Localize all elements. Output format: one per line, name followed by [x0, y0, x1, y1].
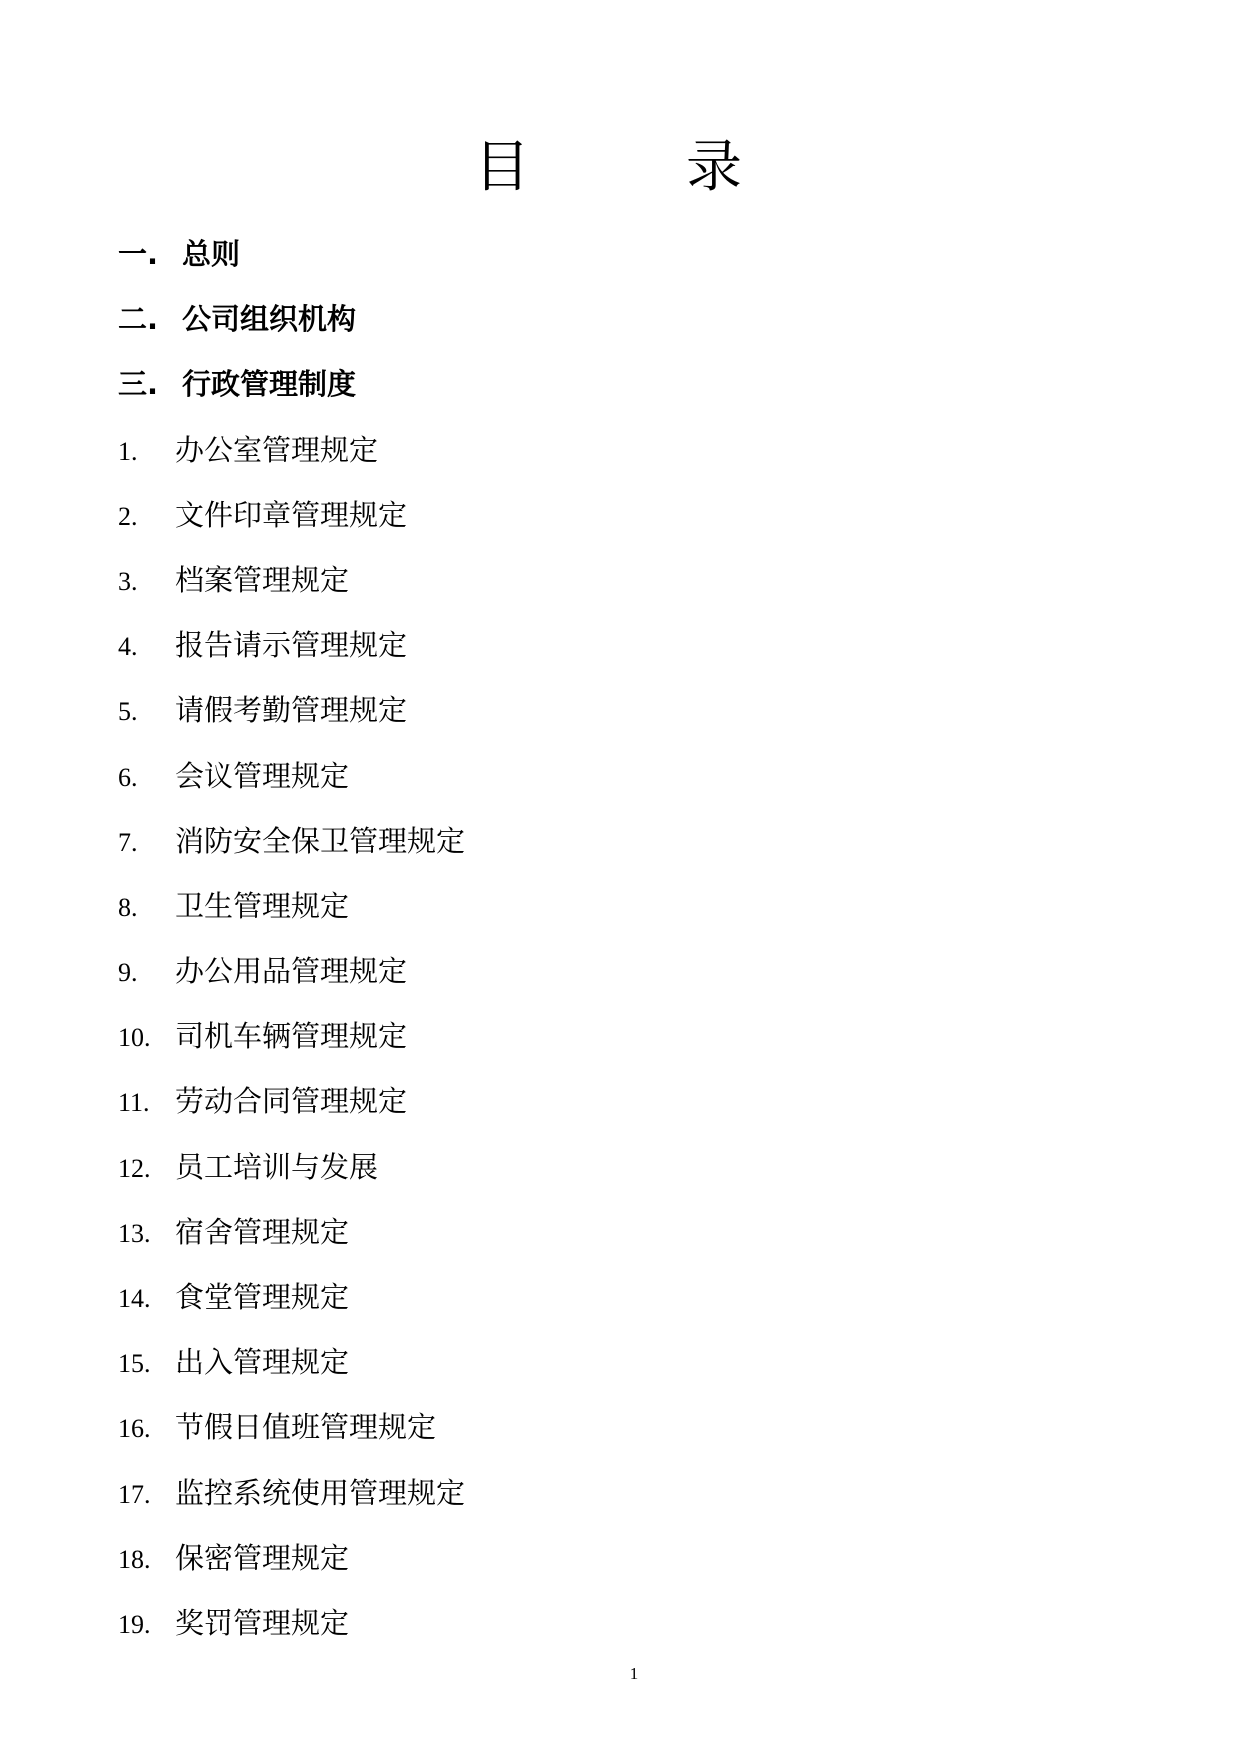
- toc-item-label: 办公用品管理规定: [175, 954, 408, 989]
- toc-item: [118, 939, 1118, 1004]
- toc-item-number: 6.: [118, 762, 138, 792]
- toc-item-label: 请假考勤管理规定: [175, 693, 408, 728]
- toc-item-label: 劳动合同管理规定: [175, 1084, 408, 1119]
- title-char-2: 录: [686, 135, 742, 200]
- toc-item-label: 奖罚管理规定: [175, 1605, 350, 1640]
- toc-item-number: 10.: [118, 1023, 151, 1053]
- toc-item: [118, 1265, 1118, 1330]
- toc-item: [118, 1461, 1118, 1526]
- page-title: [0, 128, 1241, 208]
- toc-item-label: 司机车辆管理规定: [175, 1019, 408, 1054]
- toc-section: [118, 222, 1118, 287]
- toc-item-label: 保密管理规定: [175, 1540, 350, 1575]
- toc-item-label: 节假日值班管理规定: [175, 1410, 437, 1445]
- toc-item-number: 19.: [118, 1609, 151, 1639]
- toc-item-label: 员工培训与发展: [175, 1149, 379, 1184]
- toc-item-number: 1.: [118, 436, 138, 466]
- toc-item: [118, 874, 1118, 939]
- title-char-1: 目: [474, 135, 530, 200]
- toc-item: [118, 1395, 1118, 1460]
- toc-item-label: 档案管理规定: [175, 562, 350, 597]
- toc-item-label: 卫生管理规定: [175, 888, 350, 923]
- toc-section-label: 总则: [182, 237, 241, 271]
- toc-item-number: 13.: [118, 1218, 151, 1248]
- toc-item-number: 8.: [118, 892, 138, 922]
- toc-item: [118, 809, 1118, 874]
- toc-section-number: 一.: [118, 237, 159, 271]
- toc-item-number: 11.: [118, 1088, 150, 1118]
- toc-item: [118, 548, 1118, 613]
- page-number: 1: [629, 1664, 639, 1683]
- toc-item: [118, 1135, 1118, 1200]
- toc-item-number: 14.: [118, 1284, 151, 1313]
- toc-item-number: 2.: [118, 501, 138, 531]
- toc-item: [118, 613, 1118, 678]
- toc-item-label: 出入管理规定: [175, 1345, 350, 1380]
- toc-item-number: 9.: [118, 958, 138, 988]
- toc-item: [118, 1004, 1118, 1069]
- toc-item-number: 3.: [118, 566, 138, 596]
- toc-item-label: 文件印章管理规定: [175, 497, 408, 532]
- toc-item-number: 15.: [118, 1349, 151, 1379]
- toc-section-number: 三.: [118, 367, 159, 402]
- toc-item: [118, 1591, 1118, 1656]
- table-of-contents: [118, 222, 1118, 1656]
- toc-item: [118, 744, 1118, 809]
- toc-section-label: 公司组织机构: [182, 302, 357, 337]
- toc-item-number: 5.: [118, 697, 138, 727]
- toc-item-label: 办公室管理规定: [175, 432, 379, 467]
- toc-section: [118, 352, 1118, 417]
- toc-section-number: 二.: [118, 302, 159, 337]
- toc-section-label: 行政管理制度: [182, 367, 357, 402]
- toc-item-number: 12.: [118, 1153, 151, 1183]
- toc-item-number: 4.: [118, 632, 138, 662]
- toc-item: [118, 1069, 1118, 1134]
- toc-item: [118, 418, 1118, 483]
- toc-item-label: 消防安全保卫管理规定: [175, 823, 466, 858]
- toc-item-number: 18.: [118, 1544, 151, 1574]
- toc-item-label: 食堂管理规定: [175, 1280, 350, 1314]
- toc-item: [118, 1526, 1118, 1591]
- toc-item-label: 报告请示管理规定: [175, 628, 408, 663]
- toc-item-number: 7.: [118, 827, 138, 857]
- toc-item: [118, 1330, 1118, 1395]
- toc-item: [118, 678, 1118, 743]
- toc-section: [118, 287, 1118, 352]
- toc-item: [118, 1200, 1118, 1265]
- toc-item-number: 17.: [118, 1479, 151, 1509]
- toc-item-label: 宿舍管理规定: [175, 1214, 350, 1249]
- toc-item-label: 会议管理规定: [175, 758, 350, 793]
- toc-item-number: 16.: [118, 1414, 151, 1444]
- toc-item-label: 监控系统使用管理规定: [175, 1475, 466, 1510]
- toc-item: [118, 483, 1118, 548]
